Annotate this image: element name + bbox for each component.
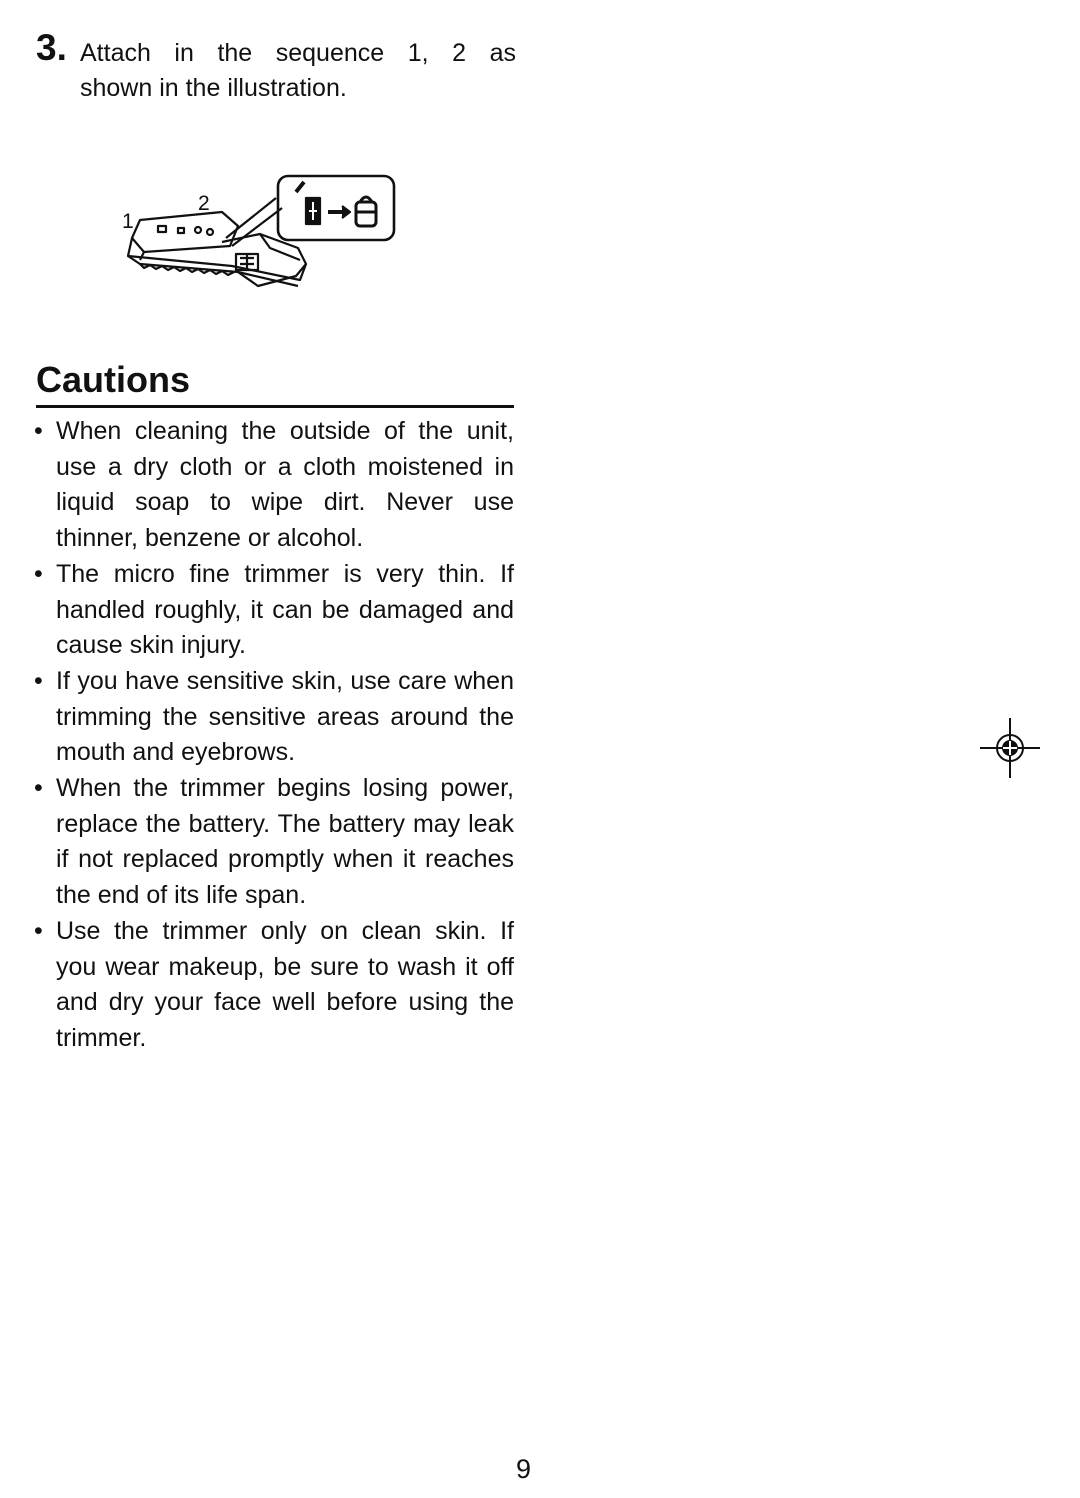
step-word: as	[489, 39, 516, 67]
cautions-list	[32, 414, 514, 1057]
step-word: Attach	[80, 39, 151, 67]
illustration-label-2: 2	[198, 192, 210, 215]
step-word: in	[174, 39, 194, 67]
step-word: 2	[452, 39, 467, 67]
caution-item: • When the trimmer begins losing power, replace the battery. The battery may leak if not replaced promptly when it reaches the end of its life span.	[32, 771, 514, 914]
step-text	[80, 36, 516, 106]
caution-item: • The micro fine trimmer is very thin. If handled roughly, it can be damaged and cause skin injury.	[32, 557, 514, 664]
step-text-line-2: shown in the illustration.	[80, 74, 347, 102]
heading-rule	[36, 405, 514, 408]
step-word: 1,	[407, 39, 429, 67]
caution-item: • Use the trimmer only on clean skin. If you wear makeup, be sure to wash it off and dry your face well before using the trimmer.	[32, 914, 514, 1057]
step-text-line-1	[80, 36, 516, 71]
illustration-label-1: 1	[122, 210, 134, 233]
cautions-heading: Cautions	[36, 359, 191, 400]
step-word: sequence	[275, 39, 385, 67]
caution-item: • If you have sensitive skin, use care when trimming the sensitive areas around the mouth and eyebrows.	[32, 664, 514, 771]
attachment-illustration	[110, 168, 410, 308]
registration-mark-icon	[980, 718, 1040, 778]
step-number: 3.	[36, 27, 67, 68]
page-number: 9	[516, 1454, 532, 1484]
step-word: the	[217, 39, 253, 67]
caution-item: • When cleaning the outside of the unit, use a dry cloth or a cloth moistened in liquid soap to wipe dirt. Never use thinner, benzene or alcohol.	[32, 414, 514, 557]
trimmer-blade-drawing	[110, 168, 410, 308]
